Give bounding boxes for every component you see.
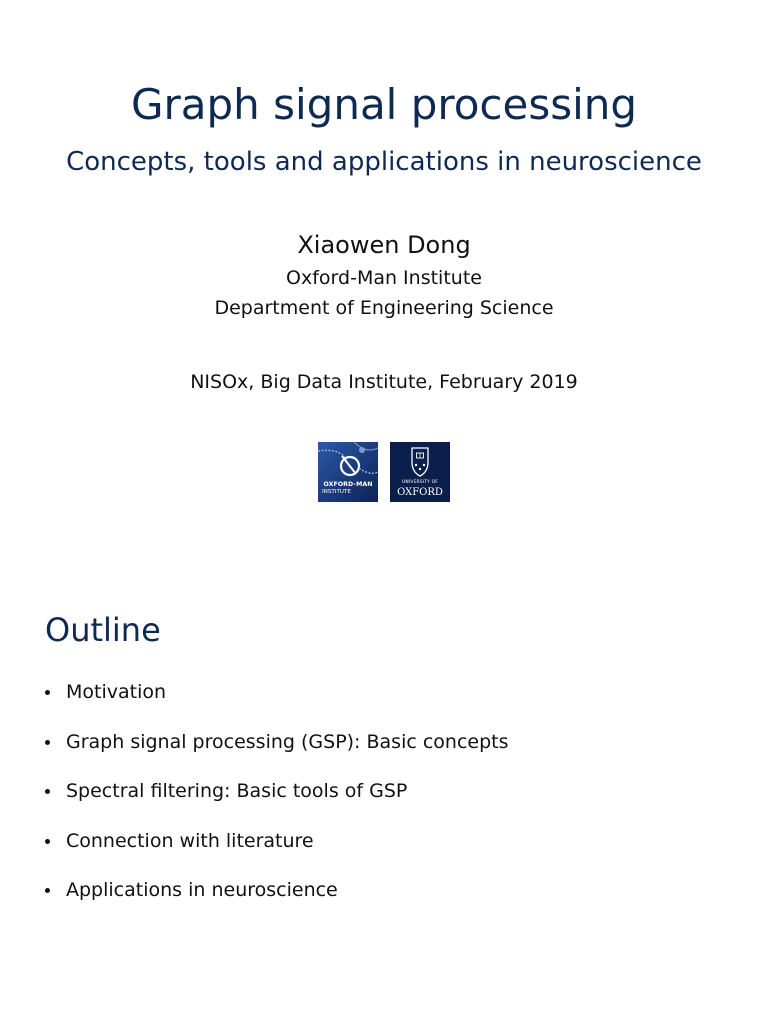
outline-item (45, 728, 509, 778)
oxford-man-logo-line1: OXFORD-MAN (323, 481, 373, 488)
outline-item (45, 876, 509, 926)
outline-item-text: Connection with literature (66, 829, 314, 852)
outline-item-text: Graph signal processing (GSP): Basic concepts (66, 730, 509, 753)
bullet-icon (45, 888, 50, 893)
outline-item-text: Spectral filtering: Basic tools of GSP (66, 780, 408, 802)
oxford-logo-line2: OXFORD (397, 487, 443, 498)
outline-item (45, 678, 509, 728)
bullet-icon (45, 740, 50, 745)
oxford-man-logo-line2: INSTITUTE (322, 489, 351, 495)
outline-list (45, 678, 509, 926)
outline-item-text: Motivation (66, 681, 167, 703)
bullet-icon (45, 839, 50, 844)
bullet-icon (45, 789, 50, 794)
oxford-man-institute-logo (318, 442, 378, 502)
affiliation-institute: Oxford-Man Institute (286, 267, 482, 289)
outline-item (45, 827, 509, 877)
outline-item-text: Applications in neuroscience (66, 879, 338, 901)
oxford-logo-line1: UNIVERSITY OF (401, 480, 439, 485)
author-name: Xiaowen Dong (297, 231, 471, 259)
university-of-oxford-logo (390, 442, 450, 502)
affiliation-department: Department of Engineering Science (214, 297, 554, 319)
event-line: NISOx, Big Data Institute, February 2019 (190, 371, 578, 393)
outline-item (45, 777, 509, 827)
slide-subtitle: Concepts, tools and applications in neuroscience (66, 147, 702, 177)
slide-title: Graph signal processing (130, 80, 638, 129)
outline-heading: Outline (45, 611, 161, 649)
bullet-icon (45, 690, 50, 695)
logo-group (318, 442, 450, 502)
